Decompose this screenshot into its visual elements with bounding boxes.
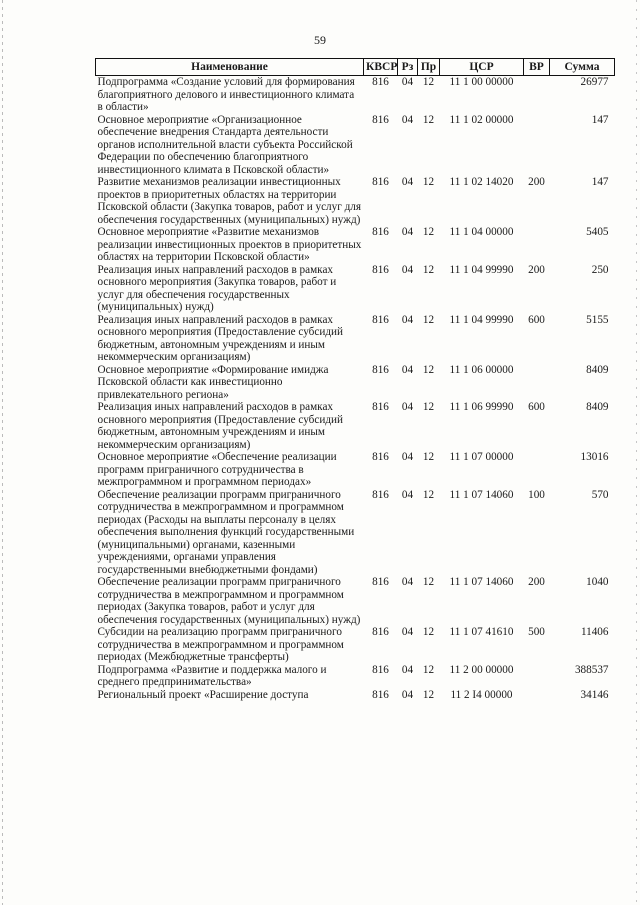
table-row bbox=[96, 314, 615, 364]
cell-pr: 12 bbox=[422, 488, 435, 501]
cell-name: Реализация иных направлений расходов в рамках основного мероприятия (Предоставление субсидий бюджетным, автономным учреждениям и иным некоммерческим организациям) bbox=[97, 401, 343, 451]
budget-table bbox=[95, 58, 615, 701]
table-row bbox=[96, 114, 615, 177]
table-row bbox=[96, 401, 615, 451]
cell-vr: 500 bbox=[528, 626, 545, 638]
cell-name: Субсидии на реализацию программ приграничного сотрудничества в межпрограммном и программном периодах (Межбюджетные трансферты) bbox=[97, 626, 344, 663]
cell-name: Основное мероприятие «Обеспечение реализации программ приграничного сотрудничества в межпрограммном и программном периодах» bbox=[97, 451, 337, 488]
header-vr: ВР bbox=[524, 59, 550, 76]
cell-vr bbox=[524, 664, 550, 689]
cell-csr: 11 2 I4 00000 bbox=[450, 688, 513, 701]
cell-pr: 12 bbox=[422, 176, 435, 188]
table-row bbox=[96, 226, 615, 264]
cell-vr: 200 bbox=[528, 576, 545, 588]
cell-name: Подпрограмма «Развитие и поддержка малого и среднего предпринимательства» bbox=[97, 663, 327, 688]
cell-sum: 11406 bbox=[580, 626, 609, 638]
cell-csr: 11 2 00 00000 bbox=[449, 663, 514, 676]
cell-rz: 04 bbox=[401, 226, 414, 238]
cell-name: Реализация иных направлений расходов в рамках основного мероприятия (Закупка товаров, работ и услуг для обеспечения государственных (муниципальных) нужд) bbox=[97, 263, 337, 313]
cell-pr: 12 bbox=[422, 688, 435, 701]
cell-vr: 100 bbox=[528, 488, 545, 501]
cell-csr: 11 1 07 14060 bbox=[449, 488, 514, 501]
cell-sum: 26977 bbox=[580, 76, 609, 88]
cell-sum: 34146 bbox=[580, 688, 609, 701]
cell-csr: 11 1 07 00000 bbox=[449, 451, 514, 463]
header-sum: Сумма bbox=[550, 59, 615, 76]
cell-sum: 388537 bbox=[574, 663, 609, 676]
cell-csr: 11 1 02 14020 bbox=[449, 176, 514, 188]
cell-sum: 5405 bbox=[586, 226, 609, 238]
table-row bbox=[96, 576, 615, 626]
header-pr: Пр bbox=[418, 59, 440, 76]
table-row bbox=[96, 451, 615, 489]
cell-name: Региональный проект «Расширение доступа bbox=[97, 688, 309, 701]
cell-kvsr: 816 bbox=[372, 401, 389, 413]
cell-rz: 04 bbox=[401, 576, 414, 588]
cell-name: Развитие механизмов реализации инвестиционных проектов в приоритетных областях на территории Псковской области (Закупка товаров, работ и услуг для обеспечения государственных (муниципальных) нужд) bbox=[97, 176, 362, 226]
cell-vr bbox=[524, 364, 550, 402]
cell-kvsr: 816 bbox=[372, 76, 389, 88]
cell-pr: 12 bbox=[422, 263, 435, 276]
cell-name: Основное мероприятие «Развитие механизмов реализации инвестиционных проектов в приоритетных областях на территории Псковской области» bbox=[97, 226, 362, 263]
header-rz: Рз bbox=[398, 59, 418, 76]
cell-sum: 570 bbox=[591, 488, 609, 501]
cell-pr: 12 bbox=[422, 113, 435, 126]
cell-sum: 8409 bbox=[586, 401, 609, 413]
cell-rz: 04 bbox=[401, 363, 414, 376]
cell-kvsr: 816 bbox=[372, 313, 389, 326]
cell-pr: 12 bbox=[422, 663, 435, 676]
cell-csr: 11 1 07 41610 bbox=[449, 626, 514, 638]
cell-rz: 04 bbox=[401, 401, 414, 413]
table-row bbox=[96, 364, 615, 402]
cell-rz: 04 bbox=[401, 663, 414, 676]
cell-csr: 11 1 07 14060 bbox=[449, 576, 514, 588]
header-kvsr: КВСР bbox=[364, 59, 398, 76]
table-body bbox=[96, 76, 615, 702]
cell-kvsr: 816 bbox=[372, 113, 389, 126]
cell-name: Основное мероприятие «Формирование имиджа Псковской области как инвестиционно привлекательного региона» bbox=[97, 363, 329, 401]
table-row bbox=[96, 664, 615, 689]
cell-rz: 04 bbox=[401, 113, 414, 126]
cell-vr bbox=[524, 689, 550, 702]
cell-rz: 04 bbox=[401, 626, 414, 638]
cell-vr bbox=[524, 76, 550, 114]
cell-pr: 12 bbox=[422, 313, 435, 326]
cell-kvsr: 816 bbox=[372, 451, 389, 463]
cell-csr: 11 1 06 99990 bbox=[449, 401, 514, 413]
table-row bbox=[96, 626, 615, 664]
cell-sum: 13016 bbox=[580, 451, 609, 463]
cell-vr: 600 bbox=[528, 401, 545, 413]
cell-csr: 11 1 02 00000 bbox=[449, 113, 514, 126]
cell-kvsr: 816 bbox=[372, 688, 389, 701]
cell-pr: 12 bbox=[422, 576, 435, 588]
cell-vr bbox=[524, 451, 550, 489]
cell-name: Подпрограмма «Создание условий для формирования благоприятного делового и инвестиционного климата в области» bbox=[97, 76, 355, 113]
cell-csr: 11 1 04 99990 bbox=[449, 263, 514, 276]
cell-rz: 04 bbox=[401, 263, 414, 276]
cell-vr: 200 bbox=[528, 263, 545, 276]
cell-rz: 04 bbox=[401, 488, 414, 501]
cell-kvsr: 816 bbox=[372, 663, 389, 676]
table-header-row bbox=[96, 59, 615, 76]
cell-rz: 04 bbox=[401, 76, 414, 88]
cell-pr: 12 bbox=[422, 76, 435, 88]
cell-name: Обеспечение реализации программ приграничного сотрудничества в межпрограммном и программном периодах (Расходы на выплаты персоналу в целях обеспечения выполнения функций государственными (муниципальными) органами, казенными учреждениями, органами управления государственными внебюджетными фондами) bbox=[97, 488, 355, 576]
scan-edge-right bbox=[636, 0, 637, 905]
cell-sum: 147 bbox=[591, 113, 609, 126]
cell-sum: 5155 bbox=[586, 313, 609, 326]
table-row bbox=[96, 264, 615, 314]
cell-kvsr: 816 bbox=[372, 176, 389, 188]
table-row bbox=[96, 176, 615, 226]
cell-sum: 147 bbox=[591, 176, 609, 188]
cell-pr: 12 bbox=[422, 363, 435, 376]
cell-vr bbox=[524, 114, 550, 177]
page-number: 59 bbox=[314, 33, 326, 47]
cell-pr: 12 bbox=[422, 451, 435, 463]
cell-name: Реализация иных направлений расходов в рамках основного мероприятия (Предоставление субсидий бюджетным, автономным учреждениям и иным некоммерческим организациям) bbox=[97, 313, 343, 363]
cell-kvsr: 816 bbox=[372, 263, 389, 276]
cell-csr: 11 1 04 00000 bbox=[449, 226, 514, 238]
cell-vr: 600 bbox=[528, 313, 545, 326]
header-name: Наименование bbox=[96, 59, 364, 76]
cell-kvsr: 816 bbox=[372, 226, 389, 238]
cell-csr: 11 1 04 99990 bbox=[449, 313, 514, 326]
cell-vr: 200 bbox=[528, 176, 545, 188]
cell-csr: 11 1 06 00000 bbox=[449, 363, 514, 376]
header-csr: ЦСР bbox=[440, 59, 524, 76]
cell-rz: 04 bbox=[401, 451, 414, 463]
cell-sum: 8409 bbox=[586, 363, 609, 376]
cell-name: Основное мероприятие «Организационное обеспечение внедрения Стандарта деятельности органов исполнительной власти субъекта Российской Федерации по обеспечению благоприятного инвестиционного климата в Псковской области» bbox=[97, 113, 353, 176]
cell-pr: 12 bbox=[422, 626, 435, 638]
cell-pr: 12 bbox=[422, 226, 435, 238]
table-row bbox=[96, 489, 615, 577]
cell-sum: 250 bbox=[591, 263, 609, 276]
cell-kvsr: 816 bbox=[372, 363, 389, 376]
table-row bbox=[96, 76, 615, 114]
cell-kvsr: 816 bbox=[372, 488, 389, 501]
cell-kvsr: 816 bbox=[372, 576, 389, 588]
cell-rz: 04 bbox=[401, 688, 414, 701]
cell-name: Обеспечение реализации программ приграничного сотрудничества в межпрограммном и программном периодах (Закупка товаров, работ и услуг для обеспечения государственных (муниципальных) нужд) bbox=[97, 576, 361, 626]
cell-sum: 1040 bbox=[586, 576, 609, 588]
table-row bbox=[96, 689, 615, 702]
cell-csr: 11 1 00 00000 bbox=[449, 76, 514, 88]
cell-kvsr: 816 bbox=[372, 626, 389, 638]
cell-rz: 04 bbox=[401, 313, 414, 326]
scan-edge-left bbox=[2, 0, 3, 905]
cell-vr bbox=[524, 226, 550, 264]
cell-rz: 04 bbox=[401, 176, 414, 188]
cell-pr: 12 bbox=[422, 401, 435, 413]
